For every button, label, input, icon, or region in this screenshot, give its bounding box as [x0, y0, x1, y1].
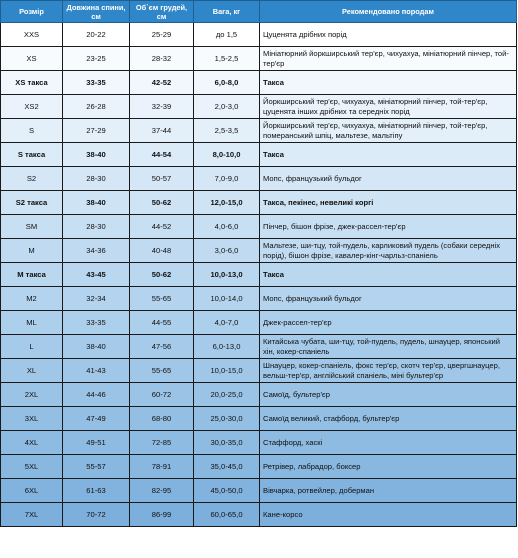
header-back-length: Довжина спини, см	[63, 1, 130, 23]
weight-cell: 45,0-50,0	[194, 479, 260, 503]
size-cell: XXS	[1, 23, 63, 47]
breeds-cell: Самоїд, бультер'єр	[260, 383, 517, 407]
weight-cell: 3,0-6,0	[194, 239, 260, 263]
size-cell: 5XL	[1, 455, 63, 479]
breeds-cell: Такса, пекінес, невеликі коргі	[260, 191, 517, 215]
chest-girth-cell: 78-91	[130, 455, 194, 479]
weight-cell: 4,0-6,0	[194, 215, 260, 239]
breeds-cell: Цуценята дрібних порід	[260, 23, 517, 47]
table-row	[1, 215, 517, 239]
size-cell: XL	[1, 359, 63, 383]
table-row	[1, 479, 517, 503]
weight-cell: 2,5-3,5	[194, 119, 260, 143]
weight-cell: 7,0-9,0	[194, 167, 260, 191]
table-row	[1, 119, 517, 143]
weight-cell: 10,0-14,0	[194, 287, 260, 311]
breeds-cell: Мальтезе, ши-тцу, той-пудель, карликовий пудель (собаки середніх порід), бішон фрізе, кавалер-кінг-чарльз-спаніель	[260, 239, 517, 263]
chest-girth-cell: 60-72	[130, 383, 194, 407]
breeds-cell: Йоркширський тер'єр, чихуахуа, мініатюрний пінчер, той-тер'єр, померанський шпіц, мальтезе, мальтіпу	[260, 119, 517, 143]
size-cell: ML	[1, 311, 63, 335]
breeds-cell: Вівчарка, ротвейлер, доберман	[260, 479, 517, 503]
breeds-cell: Кане-корсо	[260, 503, 517, 527]
header-weight: Вага, кг	[194, 1, 260, 23]
weight-cell: 10,0-13,0	[194, 263, 260, 287]
size-cell: 4XL	[1, 431, 63, 455]
table-row	[1, 407, 517, 431]
size-cell: S такса	[1, 143, 63, 167]
weight-cell: 1,5-2,5	[194, 47, 260, 71]
table-body	[1, 23, 517, 527]
table-row	[1, 167, 517, 191]
weight-cell: 30,0-35,0	[194, 431, 260, 455]
back-length-cell: 23-25	[63, 47, 130, 71]
table-row	[1, 503, 517, 527]
table-row	[1, 263, 517, 287]
chest-girth-cell: 47-56	[130, 335, 194, 359]
weight-cell: 12,0-15,0	[194, 191, 260, 215]
weight-cell: 2,0-3,0	[194, 95, 260, 119]
size-cell: M2	[1, 287, 63, 311]
chest-girth-cell: 32-39	[130, 95, 194, 119]
table-row	[1, 239, 517, 263]
size-cell: 6XL	[1, 479, 63, 503]
breeds-cell: Джек-рассел-тер'єр	[260, 311, 517, 335]
back-length-cell: 27-29	[63, 119, 130, 143]
back-length-cell: 70-72	[63, 503, 130, 527]
breeds-cell: Самоїд великий, стафборд, бультер'єр	[260, 407, 517, 431]
breeds-cell: Мопс, французький бульдог	[260, 287, 517, 311]
size-cell: S2 такса	[1, 191, 63, 215]
back-length-cell: 43-45	[63, 263, 130, 287]
back-length-cell: 33-35	[63, 311, 130, 335]
size-cell: XS2	[1, 95, 63, 119]
back-length-cell: 61-63	[63, 479, 130, 503]
breeds-cell: Такса	[260, 143, 517, 167]
chest-girth-cell: 44-54	[130, 143, 194, 167]
back-length-cell: 38-40	[63, 191, 130, 215]
back-length-cell: 41-43	[63, 359, 130, 383]
header-recommended-breeds: Рекомендовано породам	[260, 1, 517, 23]
chest-girth-cell: 50-62	[130, 191, 194, 215]
back-length-cell: 32-34	[63, 287, 130, 311]
table-row	[1, 311, 517, 335]
chest-girth-cell: 37-44	[130, 119, 194, 143]
weight-cell: 60,0-65,0	[194, 503, 260, 527]
chest-girth-cell: 86-99	[130, 503, 194, 527]
weight-cell: 6,0-8,0	[194, 71, 260, 95]
chest-girth-cell: 72-85	[130, 431, 194, 455]
table-row	[1, 431, 517, 455]
chest-girth-cell: 40-48	[130, 239, 194, 263]
chest-girth-cell: 42-52	[130, 71, 194, 95]
back-length-cell: 38-40	[63, 335, 130, 359]
back-length-cell: 44-46	[63, 383, 130, 407]
size-cell: XS	[1, 47, 63, 71]
size-cell: L	[1, 335, 63, 359]
size-cell: S2	[1, 167, 63, 191]
chest-girth-cell: 55-65	[130, 287, 194, 311]
breeds-cell: Такса	[260, 263, 517, 287]
weight-cell: до 1,5	[194, 23, 260, 47]
weight-cell: 20,0-25,0	[194, 383, 260, 407]
chest-girth-cell: 50-57	[130, 167, 194, 191]
size-cell: 2XL	[1, 383, 63, 407]
breeds-cell: Шнауцер, кокер-спаніель, фокс тер'єр, скотч тер'єр, цвергшнауцер, вельш-тер'єр, англійський спаніель, міні бультер'єр	[260, 359, 517, 383]
weight-cell: 6,0-13,0	[194, 335, 260, 359]
table-row	[1, 95, 517, 119]
table-row	[1, 359, 517, 383]
chest-girth-cell: 50-62	[130, 263, 194, 287]
table-row	[1, 287, 517, 311]
breeds-cell: Мопс, французький бульдог	[260, 167, 517, 191]
header-size: Розмір	[1, 1, 63, 23]
back-length-cell: 28-30	[63, 167, 130, 191]
weight-cell: 25,0-30,0	[194, 407, 260, 431]
size-cell: XS такса	[1, 71, 63, 95]
chest-girth-cell: 28-32	[130, 47, 194, 71]
weight-cell: 10,0-15,0	[194, 359, 260, 383]
size-cell: M	[1, 239, 63, 263]
back-length-cell: 34-36	[63, 239, 130, 263]
back-length-cell: 33-35	[63, 71, 130, 95]
chest-girth-cell: 44-52	[130, 215, 194, 239]
back-length-cell: 47-49	[63, 407, 130, 431]
table-row	[1, 47, 517, 71]
size-cell: SM	[1, 215, 63, 239]
back-length-cell: 38-40	[63, 143, 130, 167]
back-length-cell: 20-22	[63, 23, 130, 47]
chest-girth-cell: 44-55	[130, 311, 194, 335]
header-chest-girth: Об`єм грудей, см	[130, 1, 194, 23]
breeds-cell: Китайська чубата, ши-тцу, той-пудель, пудель, шнауцер, японський хін, кокер-спаніель	[260, 335, 517, 359]
table-header-row	[1, 1, 517, 23]
breeds-cell: Йоркширський тер'єр, чихуахуа, мініатюрний пінчер, той-тер'єр, цуценята інших дрібних та середніх порід	[260, 95, 517, 119]
back-length-cell: 28-30	[63, 215, 130, 239]
back-length-cell: 55-57	[63, 455, 130, 479]
breeds-cell: Ретрівер, лабрадор, боксер	[260, 455, 517, 479]
weight-cell: 8,0-10,0	[194, 143, 260, 167]
size-cell: 3XL	[1, 407, 63, 431]
chest-girth-cell: 68-80	[130, 407, 194, 431]
size-cell: M такса	[1, 263, 63, 287]
breeds-cell: Такса	[260, 71, 517, 95]
weight-cell: 35,0-45,0	[194, 455, 260, 479]
breeds-cell: Пінчер, бішон фрізе, джек-рассел-тер'єр	[260, 215, 517, 239]
table-row	[1, 71, 517, 95]
chest-girth-cell: 25-29	[130, 23, 194, 47]
back-length-cell: 26-28	[63, 95, 130, 119]
weight-cell: 4,0-7,0	[194, 311, 260, 335]
chest-girth-cell: 55-65	[130, 359, 194, 383]
table-row	[1, 191, 517, 215]
table-row	[1, 23, 517, 47]
chest-girth-cell: 82-95	[130, 479, 194, 503]
table-row	[1, 383, 517, 407]
breeds-cell: Стаффорд, хаскі	[260, 431, 517, 455]
back-length-cell: 49-51	[63, 431, 130, 455]
breeds-cell: Мініатюрний йоркширський тер'єр, чихуахуа, мініатюрний пінчер, той-тер'єр	[260, 47, 517, 71]
table-row	[1, 143, 517, 167]
size-cell: 7XL	[1, 503, 63, 527]
size-cell: S	[1, 119, 63, 143]
table-row	[1, 335, 517, 359]
table-row	[1, 455, 517, 479]
